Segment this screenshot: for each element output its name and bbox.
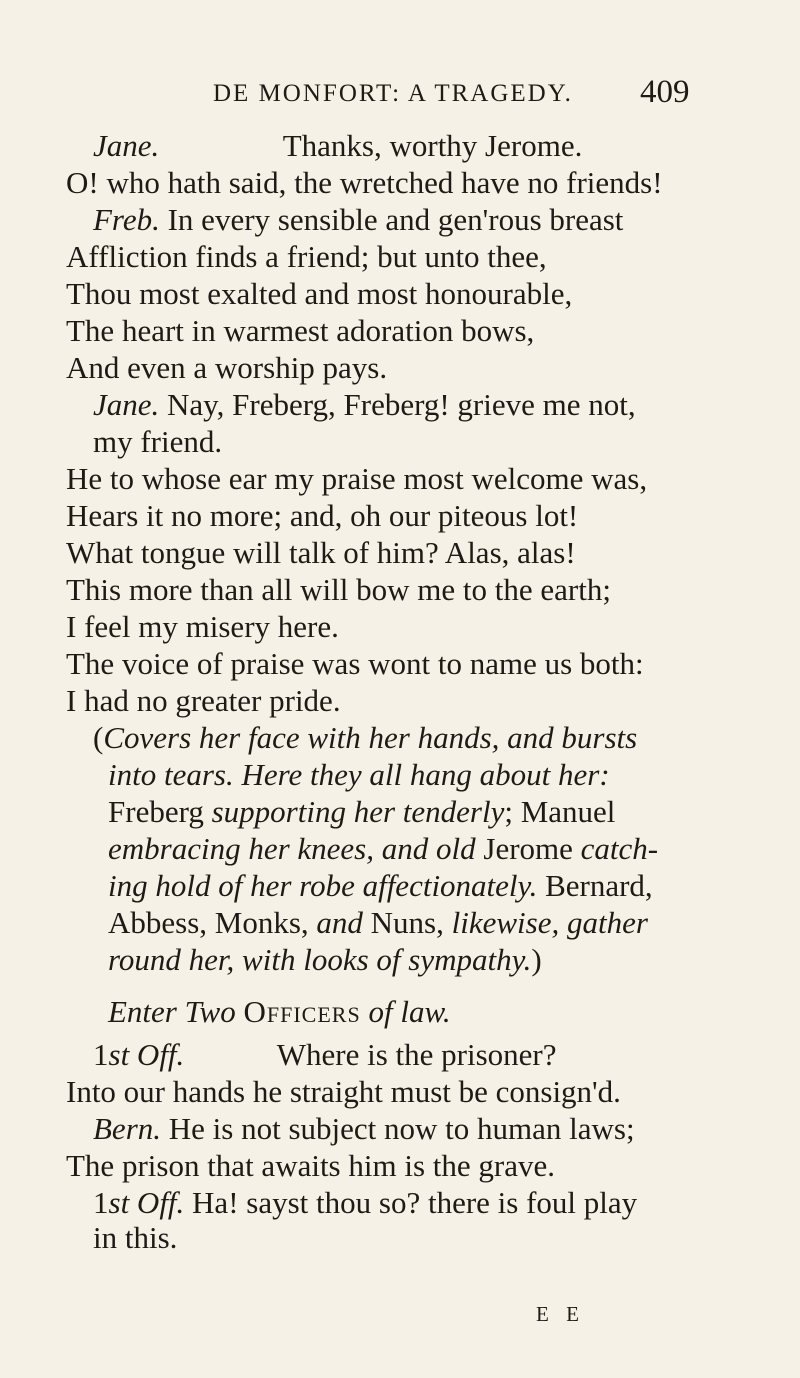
text-segment: Into our hands he straight must be consign'd. <box>66 1074 621 1109</box>
text-segment: st Off. <box>108 1185 185 1220</box>
text-segment: Jane. <box>93 128 160 163</box>
text-segment: Affliction finds a friend; but unto thee, <box>66 239 547 274</box>
text-segment: Covers her face with her hands, and bursts <box>103 720 638 755</box>
text-line <box>93 1109 635 1149</box>
text-line <box>66 496 578 536</box>
text-segment: in this. <box>93 1220 178 1255</box>
text-line <box>108 829 658 869</box>
text-segment: He to whose ear my praise most welcome was, <box>66 461 648 496</box>
text-line <box>93 718 637 758</box>
text-segment: into tears. Here they all hang about her: <box>108 757 610 792</box>
text-segment: Jane. <box>93 387 160 422</box>
text-segment: What tongue will talk of him? Alas, alas! <box>66 535 576 570</box>
text-segment: Bernard, <box>545 868 653 903</box>
text-line <box>66 311 534 351</box>
text-segment: The prison that awaits him is the grave. <box>66 1148 555 1183</box>
text-line <box>108 992 451 1032</box>
text-segment: ( <box>93 720 104 755</box>
text-segment: embracing her knees, and old <box>108 831 484 866</box>
text-segment: Hears it no more; and, oh our piteous lot! <box>66 498 579 533</box>
text-line <box>108 903 648 943</box>
text-segment: Where is the prisoner? <box>184 1037 557 1072</box>
text-segment: He is not subject now to human laws; <box>161 1111 635 1146</box>
text-segment: Jerome <box>483 831 581 866</box>
text-segment: This more than all will bow me to the earth; <box>66 572 611 607</box>
text-line <box>66 533 576 573</box>
text-segment: st Off. <box>108 1037 185 1072</box>
text-line <box>93 1183 637 1223</box>
text-segment: ing hold of her robe affectionately. <box>108 868 546 903</box>
text-segment: supporting her tenderly <box>211 794 505 829</box>
text-line <box>108 940 542 980</box>
text-segment: of law. <box>360 994 451 1029</box>
text-segment: ) <box>531 942 542 977</box>
text-segment: Officers <box>243 994 361 1029</box>
text-line <box>93 1035 556 1075</box>
text-line <box>66 607 339 647</box>
text-segment: Freb. <box>93 202 160 237</box>
text-line <box>66 348 387 388</box>
text-segment: The voice of praise was wont to name us both: <box>66 646 644 681</box>
text-line <box>66 1072 621 1112</box>
text-segment: 1 <box>93 1037 109 1072</box>
text-line <box>66 644 644 684</box>
text-segment: Freberg <box>108 794 212 829</box>
text-segment: my friend. <box>93 424 223 459</box>
text-segment: Nuns, <box>370 905 452 940</box>
text-segment: Thou most exalted and most honourable, <box>66 276 573 311</box>
signature-mark: E E <box>536 1302 585 1326</box>
text-line <box>93 200 623 240</box>
text-line <box>108 792 615 832</box>
text-line <box>93 422 222 462</box>
text-segment: And even a worship pays. <box>66 350 388 385</box>
text-segment: and <box>316 905 371 940</box>
page-number: 409 <box>640 74 690 110</box>
text-segment: I feel my misery here. <box>66 609 339 644</box>
text-segment: ; Manuel <box>504 794 616 829</box>
text-segment: O! who hath said, the wretched have no friends! <box>66 165 663 200</box>
text-segment: In every sensible and gen'rous breast <box>159 202 624 237</box>
text-segment: catch- <box>580 831 659 866</box>
text-segment: I had no greater pride. <box>66 683 341 718</box>
text-segment: Nay, Freberg, Freberg! grieve me not, <box>159 387 636 422</box>
text-segment: round her, with looks of sympathy. <box>108 942 532 977</box>
text-segment: Enter Two <box>108 994 244 1029</box>
text-line <box>66 274 572 314</box>
text-line <box>93 385 636 425</box>
text-line <box>66 570 611 610</box>
text-line <box>66 459 647 499</box>
text-line <box>66 681 341 721</box>
page-header <box>0 72 800 116</box>
text-segment: likewise, gather <box>451 905 648 940</box>
running-title: DE MONFORT: A TRAGEDY. <box>213 80 573 107</box>
text-line <box>66 237 547 277</box>
text-line <box>93 126 582 166</box>
text-line <box>108 866 653 906</box>
text-segment: 1 <box>93 1185 109 1220</box>
text-segment: Bern. <box>93 1111 162 1146</box>
text-line <box>66 1146 555 1186</box>
text-line <box>93 1218 177 1258</box>
text-segment: Ha! sayst thou so? there is foul play <box>184 1185 638 1220</box>
text-segment: Abbess, Monks, <box>108 905 317 940</box>
text-line <box>66 163 663 203</box>
text-segment: The heart in warmest adoration bows, <box>66 313 535 348</box>
text-line <box>108 755 610 795</box>
text-segment: Thanks, worthy Jerome. <box>159 128 583 163</box>
